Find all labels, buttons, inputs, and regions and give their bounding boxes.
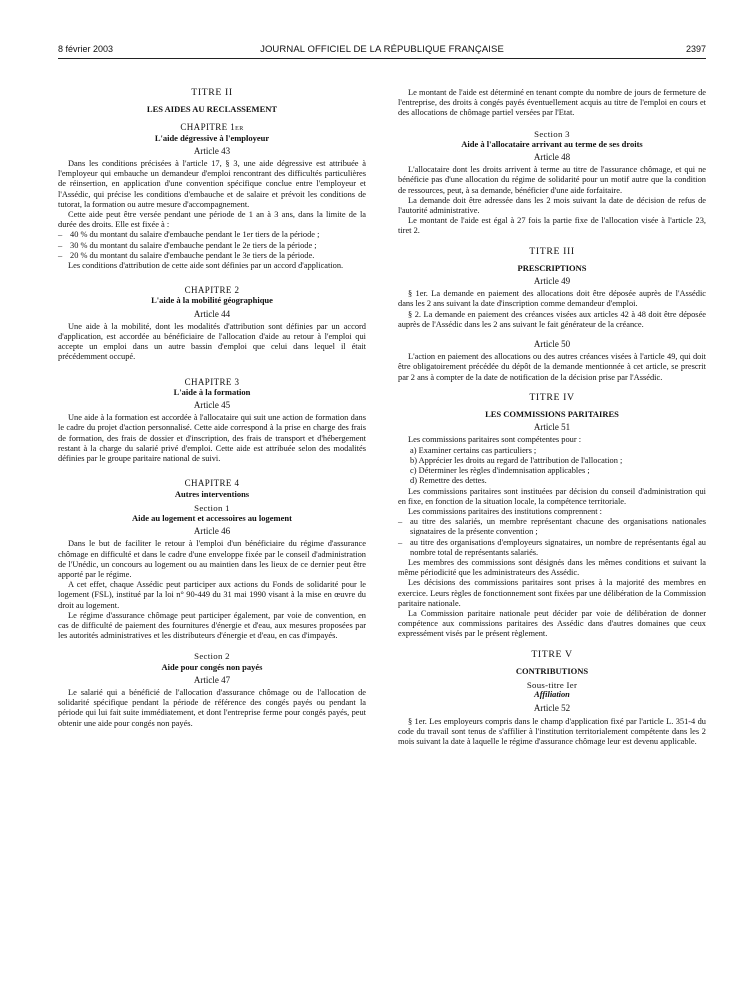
list-item: – au titre des salariés, un membre représentant chacune des organisations nationales signataires de la présente convention ; [398, 517, 706, 537]
section-title: Aide pour congés non payés [161, 661, 263, 672]
list-item: – 20 % du montant du salaire d'embauche pendant le 3e tiers de la période. [58, 250, 315, 260]
paragraph: Une aide à la mobilité, dont les modalités d'attribution sont définies par un accord d'application, est accordée au bénéficiaire de l'allocation d'aide au retour à l'emploi qui accepte un emploi dans un autre bassin d'emploi que celui dans lequel il était précédemment occupé. [58, 321, 366, 362]
chapter-heading: CHAPITRE 1er [180, 122, 244, 133]
article-heading: Article 52 [533, 703, 571, 714]
paragraph: Les conditions d'attribution de cette aide sont définies par un accord d'application. [68, 261, 344, 271]
section-heading: Section 3 [534, 128, 570, 139]
paragraph: Les commissions paritaires des institutions comprennent : [408, 506, 602, 516]
article-heading: Article 51 [533, 422, 571, 433]
list-item: – au titre des organisations d'employeurs signataires, un nombre de représentants égal au nombre total de représentants salariés. [398, 537, 706, 557]
paragraph: Le montant de l'aide est déterminé en tenant compte du nombre de jours de fermeture de l'entreprise, des droits à congés payés éventuellement acquis au titre de l'emploi en cours et des allocations de chômage partiel versées par l'Etat. [398, 88, 706, 118]
sous-titre-title: Affiliation [534, 690, 570, 700]
paragraph: Le salarié qui a bénéficié de l'allocation d'assurance chômage ou de l'allocation de solidarité spécifique pendant la période de référence des congés payés ou pendant la période qui lui fait suite immédiatement, et dont l'entreprise ferme pour congés payés, peut obtenir une aide pour congés non payés. [58, 687, 366, 728]
paragraph: Les membres des commissions sont désignés dans les mêmes conditions et suivant la même périodicité que les administrateurs des Assédic. [398, 557, 706, 578]
paragraph: Les commissions paritaires sont instituées par décision du conseil d'administration qui en fixe, en fonction de la situation locale, la compétence territoriale. [398, 486, 706, 506]
header-journal-title: JOURNAL OFFICIEL DE LA RÉPUBLIQUE FRANÇAISE [260, 44, 504, 55]
article-heading: Article 50 [533, 339, 571, 350]
list-item: c) Déterminer les règles d'indemnisation applicables ; [410, 466, 590, 476]
chapter-heading: CHAPITRE 4 [184, 478, 240, 489]
paragraph: La demande doit être adressée dans les 2 mois suivant la date de décision de refus de l'autorité administrative. [398, 195, 706, 216]
paragraph: Dans le but de faciliter le retour à l'emploi d'un bénéficiaire du régime d'assurance chômage en difficulté et dans le cadre d'une enveloppe fixée par le conseil d'administration de l'Unédic, un concours au logement ou au maintien dans les lieux de ce dernier peut être apporté par le régime. [58, 539, 366, 579]
chapter-heading: CHAPITRE 3 [184, 376, 240, 387]
titre-subtitle: PRESCRIPTIONS [517, 262, 587, 273]
titre-subtitle: LES AIDES AU RECLASSEMENT [146, 104, 278, 115]
right-column [398, 88, 706, 747]
article-heading: Article 46 [193, 526, 231, 537]
paragraph: § 1er. Les employeurs compris dans le champ d'application fixé par l'article L. 351-4 du code du travail sont tenus de s'affilier à l'institution territorialement compétente dans les 2 mois suivant la date à laquelle le régime d'assurance chômage leur est devenu applicable. [398, 716, 706, 746]
article-heading: Article 43 [193, 145, 231, 156]
paragraph: Les commissions paritaires sont compétentes pour : [408, 435, 582, 445]
titre-subtitle: CONTRIBUTIONS [515, 665, 589, 676]
chapter-title: Autres interventions [174, 488, 250, 499]
paragraph: Dans les conditions précisées à l'article 17, § 3, une aide dégressive est attribuée à l'employeur qui embauche un demandeur d'emploi rencontrant des difficultés particulières de réinsertion, en application d'une convention spécifique conclue entre l'employeur et l'Assédic, qui précise les conditions d'embauche et de salaire et prévoit les conditions de tutorat, la formation ou autre mesure d'accompagnement. [58, 159, 366, 209]
header-date: 8 février 2003 [58, 44, 114, 54]
paragraph: L'allocataire dont les droits arrivent à terme au titre de l'assurance chômage, et qui ne bénéficie pas d'une allocation du régime de solidarité pour un motif autre que la condition de ressources, peut, à sa demande, bénéficier d'une aide forfaitaire. [398, 165, 706, 195]
paragraph: § 1er. La demande en paiement des allocations doit être déposée auprès de l'Assédic dans les 2 ans suivant la date d'inscription comme demandeur d'emploi. [398, 289, 706, 309]
chapter-title: L'aide dégressive à l'employeur [154, 132, 270, 143]
paragraph: Une aide à la formation est accordée à l'allocataire qui suit une action de formation dans le cadre du projet d'action personnalisé. Cette aide correspond à la prise en charge des frais de formation, des frais de dossier et d'inscription, des frais de transport et d'hébergement restant à la charge du salarié privé d'emploi. Cette aide est attribuée selon des modalités définies par le groupe paritaire national de suivi. [58, 413, 366, 464]
chapter-title: L'aide à la mobilité géographique [151, 295, 273, 306]
paragraph: La Commission paritaire nationale peut décider par voie de délibération de donner compétence aux commissions paritaires des Assédic dans d'autres domaines que ceux expressément visés par le présent règlement. [398, 608, 706, 639]
titre-heading: TITRE V [531, 648, 573, 660]
paragraph: Les décisions des commissions paritaires sont prises à la majorité des membres en exercice. Leurs règles de fonctionnement sont fixées par une délibération de la Commission paritaire nationale. [398, 578, 706, 608]
list-item: a) Examiner certains cas particuliers ; [410, 445, 537, 455]
list-item: – 40 % du montant du salaire d'embauche pendant le 1er tiers de la période ; [58, 230, 320, 240]
titre-heading: TITRE IV [529, 391, 575, 403]
list-item: – 30 % du montant du salaire d'embauche pendant le 2e tiers de la période ; [58, 240, 317, 250]
header-rule [58, 58, 706, 59]
article-heading: Article 45 [193, 400, 231, 411]
sous-titre-heading: Sous-titre Ier [526, 679, 578, 690]
section-title: Aide à l'allocataire arrivant au terme de ses droits [461, 138, 643, 149]
titre-heading: TITRE III [529, 245, 575, 257]
paragraph: Cette aide peut être versée pendant une période de 1 an à 3 ans, dans la limite de la durée des droits. Elle est fixée à : [58, 210, 366, 230]
left-column [58, 88, 366, 729]
paragraph: Le montant de l'aide est égal à 27 fois la partie fixe de l'allocation visée à l'article 23, tiret 2. [398, 216, 706, 236]
section-title: Aide au logement et accessoires au logement [132, 512, 292, 523]
chapter-title: L'aide à la formation [173, 386, 251, 397]
article-heading: Article 44 [193, 308, 231, 319]
list-item: b) Apprécier les droits au regard de l'attribution de l'allocation ; [410, 455, 623, 465]
titre-heading: TITRE II [191, 87, 233, 98]
header-page-number: 2397 [685, 44, 706, 54]
article-heading: Article 47 [193, 674, 231, 685]
section-heading: Section 2 [194, 651, 230, 662]
chapter-heading: CHAPITRE 2 [184, 285, 240, 296]
paragraph: L'action en paiement des allocations ou des autres créances visées à l'article 49, qui doit être obligatoirement précédée du dépôt de la demande mentionnée à cet article, se prescrit par 2 ans à compter de la date de notification de la décision prise par l'Assédic. [398, 352, 706, 382]
list-item: d) Remettre des dettes. [410, 476, 487, 486]
paragraph: § 2. La demande en paiement des créances visées aux articles 42 à 48 doit être déposée auprès de l'Assédic dans les 2 ans suivant le fait générateur de la créance. [398, 309, 706, 329]
article-heading: Article 48 [533, 152, 571, 163]
titre-subtitle: LES COMMISSIONS PARITAIRES [485, 409, 619, 420]
paragraph: Le régime d'assurance chômage peut participer également, par voie de convention, en cas de difficulté de paiement des fournitures d'énergie et d'eau, aux mesures proposées par les autorités administratives et les distributeurs d'énergie et d'eau, en cas d'impayés. [58, 610, 366, 641]
article-heading: Article 49 [533, 276, 571, 287]
section-heading: Section 1 [194, 502, 230, 513]
page-header [58, 44, 706, 58]
paragraph: A cet effet, chaque Assédic peut participer aux actions du Fonds de solidarité pour le logement (FSL), institué par la loi n° 90-449 du 31 mai 1990 visant à la mise en œuvre du droit au logement. [58, 580, 366, 610]
